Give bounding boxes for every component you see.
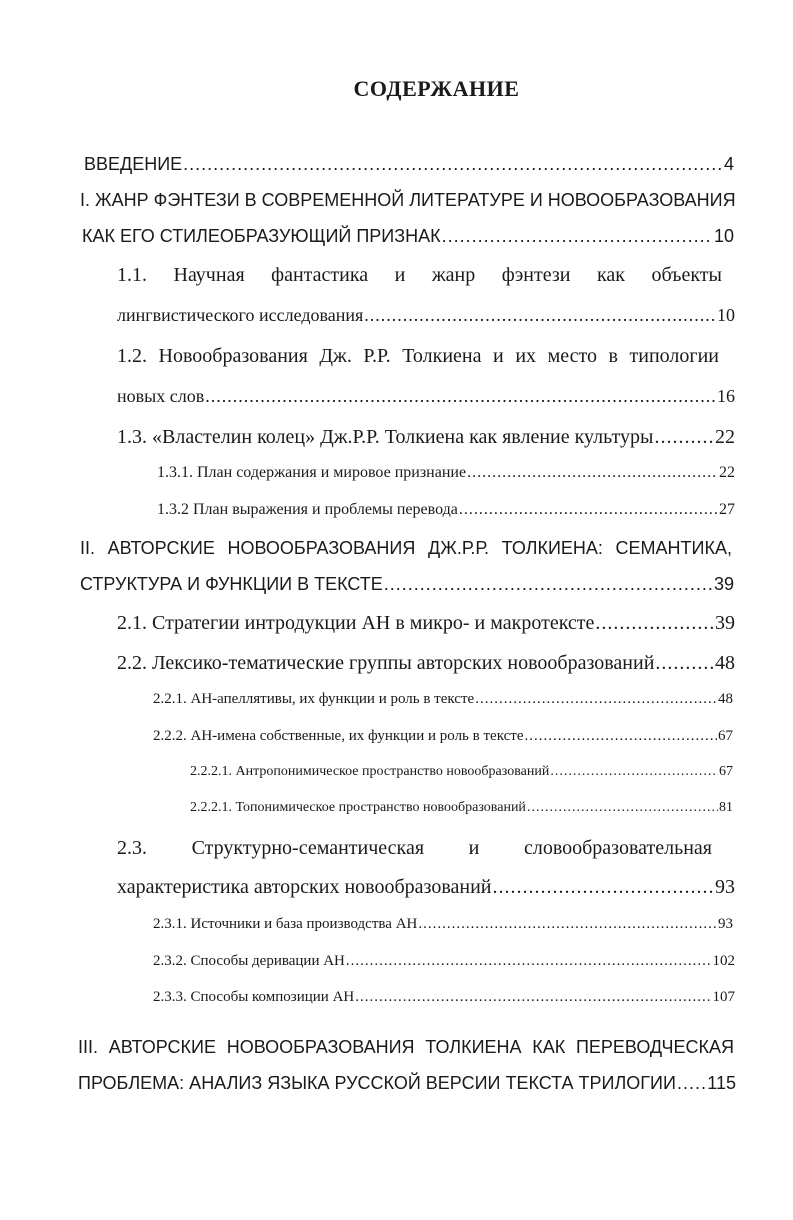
toc-leader — [677, 1073, 706, 1094]
toc-page-number: 39 — [713, 574, 734, 594]
toc-entry-text: 2.3.2. Способы деривации АН — [153, 953, 345, 969]
toc-page-number: 67 — [719, 764, 733, 779]
toc-entry-text: 2.2.2. АН-имена собственные, их функции и роль в тексте — [153, 728, 524, 744]
toc-leader — [654, 426, 714, 449]
toc-entry-text: 2.2. Лексико-тематические группы авторских новообразований — [117, 652, 655, 674]
toc-entry-text: 2.3.1. Источники и база производства АН — [153, 916, 418, 932]
toc-page-number: 22 — [719, 464, 735, 481]
toc-entry-text-line1: 1.2. Новообразования Дж. Р.Р. Толкиена и их место в типологии — [117, 345, 719, 367]
toc-entry-text-line1: 1.1. Научная фантастика и жанр фэнтези как объекты — [117, 264, 722, 286]
toc-page-number: 10 — [713, 226, 734, 246]
toc-leader — [527, 800, 718, 816]
toc-entry-2-3[interactable] — [117, 837, 712, 860]
toc-entry-text-line1: III. АВТОРСКИЕ НОВООБРАЗОВАНИЯ ТОЛКИЕНА КАК ПЕРЕВОДЧЕСКАЯ — [78, 1037, 734, 1057]
toc-entry-2-2-2-1-anthroponymic[interactable] — [190, 764, 733, 780]
toc-entry-2-3-3[interactable] — [153, 989, 735, 1006]
toc-entry-chapter-3[interactable] — [78, 1037, 734, 1058]
toc-entry-1-1[interactable] — [117, 264, 722, 287]
toc-entry-text-line1: II. АВТОРСКИЕ НОВООБРАЗОВАНИЯ ДЖ.Р.Р. ТОЛКИЕНА: СЕМАНТИКА, — [80, 538, 732, 558]
toc-entry-text-line1: 2.3. Структурно-семантическая и словообразовательная — [117, 837, 712, 859]
toc-entry-text: 2.3.3. Способы композиции АН — [153, 989, 355, 1005]
toc-entry-text: ВВЕДЕНИЕ — [84, 154, 183, 174]
toc-leader — [346, 953, 712, 970]
toc-leader — [183, 154, 723, 175]
toc-leader — [355, 989, 711, 1006]
toc-page-number: 4 — [723, 154, 734, 174]
toc-page-number: 115 — [707, 1073, 736, 1093]
toc-entry-text: СТРУКТУРА И ФУНКЦИИ В ТЕКСТЕ — [80, 574, 383, 594]
toc-page-number: 39 — [715, 612, 735, 634]
toc-page-number: 81 — [719, 800, 733, 815]
toc-entry-text: ПРОБЛЕМА: АНАЛИЗ ЯЗЫКА РУССКОЙ ВЕРСИИ ТЕКСТА ТРИЛОГИИ — [78, 1073, 676, 1093]
toc-page-number: 22 — [715, 426, 735, 448]
toc-entry-text: 2.2.2.1. Антропонимическое пространство новообразований — [190, 764, 550, 779]
toc-page-number: 16 — [717, 386, 735, 406]
toc-page-number: 107 — [712, 989, 735, 1005]
toc-leader — [384, 574, 713, 595]
toc-entry-2-3-1[interactable] — [153, 916, 733, 933]
toc-entry-2-1[interactable] — [117, 612, 735, 635]
toc-entry-text: 1.3. «Властелин колец» Дж.Р.Р. Толкиена как явление культуры — [117, 426, 654, 448]
toc-entry-intro[interactable] — [84, 154, 734, 175]
toc-entry-text: 1.3.1. План содержания и мировое признание — [157, 464, 467, 481]
toc-entry-text: новых слов — [117, 386, 205, 406]
toc-entry-1-3-1[interactable] — [157, 464, 735, 482]
toc-entry-1-1-line2[interactable] — [117, 305, 735, 326]
toc-entry-text-line1: I. ЖАНР ФЭНТЕЗИ В СОВРЕМЕННОЙ ЛИТЕРАТУРЕ И НОВООБРАЗОВАНИЯ — [80, 190, 736, 210]
toc-entry-text: 2.1. Стратегии интродукции АН в микро- и макротексте — [117, 612, 595, 634]
toc-entry-chapter-2-line2[interactable] — [80, 574, 734, 595]
toc-leader — [442, 226, 713, 247]
toc-entry-2-3-line2[interactable] — [117, 876, 735, 899]
toc-page-number: 102 — [712, 953, 735, 969]
toc-page-number: 10 — [717, 305, 735, 325]
toc-page-number: 48 — [715, 652, 735, 674]
toc-entry-2-2-2-1-toponymic[interactable] — [190, 800, 733, 816]
toc-leader — [475, 691, 717, 708]
toc-page-number: 67 — [718, 728, 733, 744]
toc-leader — [550, 764, 718, 780]
toc-entry-2-2-1[interactable] — [153, 691, 733, 708]
toc-entry-2-2[interactable] — [117, 652, 735, 675]
toc-entry-1-3[interactable] — [117, 426, 735, 449]
toc-entry-chapter-1-line2[interactable] — [82, 226, 734, 247]
toc-entry-2-2-2[interactable] — [153, 728, 733, 745]
toc-leader — [492, 876, 714, 899]
toc-entry-text: лингвистического исследования — [117, 305, 364, 325]
toc-page-number: 93 — [718, 916, 733, 932]
toc-entry-text: характеристика авторских новообразований — [117, 876, 492, 898]
toc-entry-text: 1.3.2 План выражения и проблемы перевода — [157, 501, 458, 518]
toc-entry-chapter-2[interactable] — [80, 538, 732, 559]
toc-leader — [467, 464, 718, 482]
toc-page-number: 27 — [719, 501, 735, 518]
toc-entry-1-2-line2[interactable] — [117, 386, 735, 407]
toc-leader — [595, 612, 714, 635]
toc-entry-text: 2.2.1. АН-апеллятивы, их функции и роль в тексте — [153, 691, 475, 707]
toc-page-number: 93 — [715, 876, 735, 898]
toc-entry-2-3-2[interactable] — [153, 953, 735, 970]
toc-entry-text: 2.2.2.1. Топонимическое пространство новообразований — [190, 800, 526, 815]
toc-leader — [459, 501, 718, 519]
toc-page-number: 48 — [718, 691, 733, 707]
toc-entry-text: КАК ЕГО СТИЛЕОБРАЗУЮЩИЙ ПРИЗНАК — [82, 226, 441, 246]
toc-entry-1-2[interactable] — [117, 345, 719, 368]
toc-entry-chapter-1[interactable] — [80, 190, 736, 211]
toc-leader — [655, 652, 714, 675]
toc-leader — [418, 916, 717, 933]
toc-entry-1-3-2[interactable] — [157, 501, 735, 519]
toc-entry-chapter-3-line2[interactable] — [78, 1073, 736, 1094]
toc-leader — [524, 728, 717, 745]
toc-leader — [364, 305, 716, 326]
toc-leader — [205, 386, 716, 407]
page-title: СОДЕРЖАНИЕ — [353, 76, 520, 101]
